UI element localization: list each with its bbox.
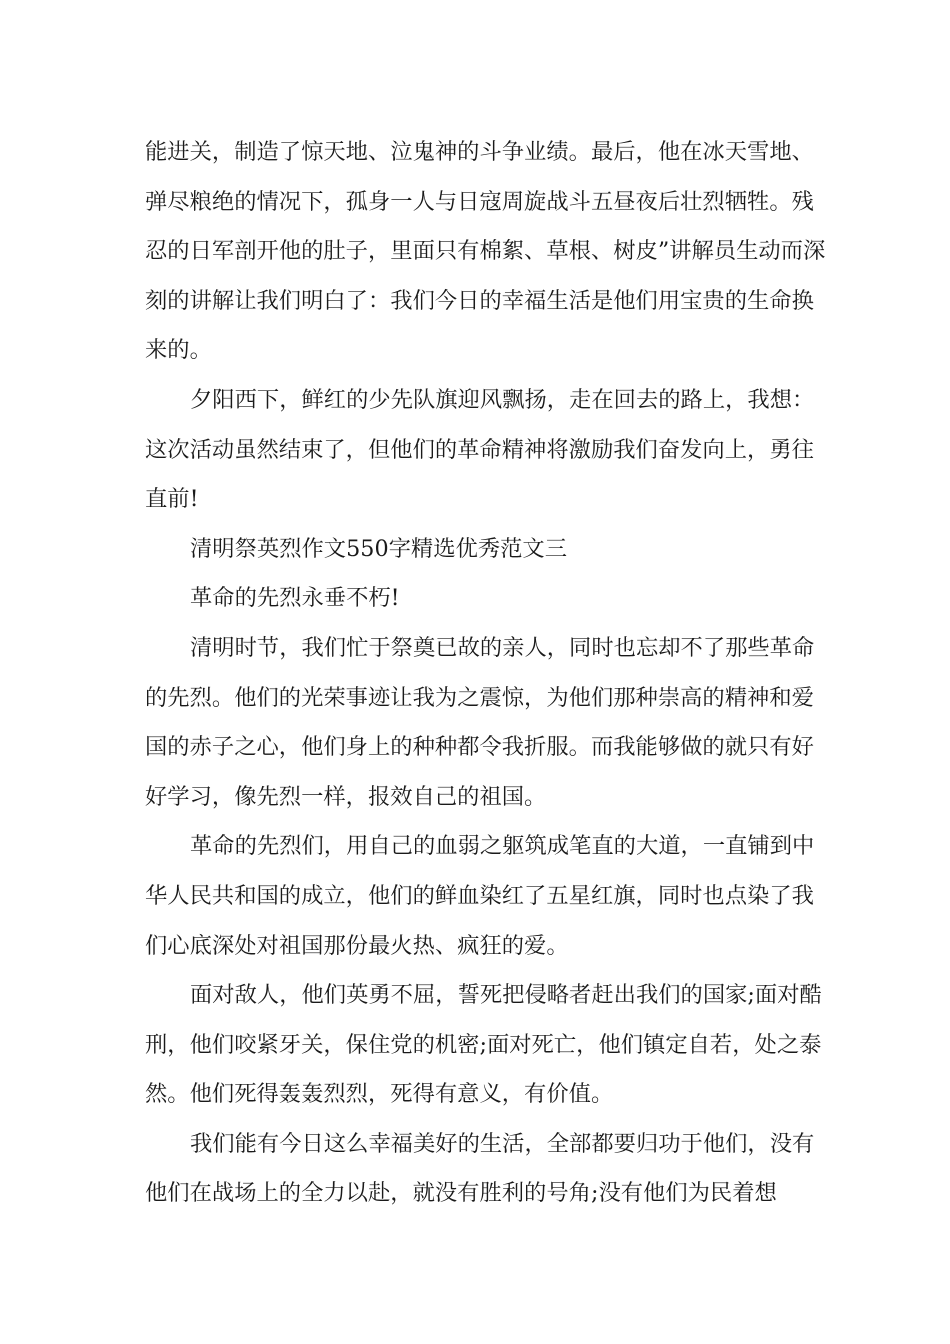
paragraph-sunset: 夕阳西下，鲜红的少先队旗迎风飘扬，走在回去的路上，我想：这次活动虽然结束了，但他们的革命精神将激励我们奋发向上，勇往直前!	[145, 386, 815, 513]
paragraph-facing-enemy: 面对敌人，他们英勇不屈，誓死把侵略者赶出我们的国家;面对酷刑，他们咬紧牙关，保住党的机密;面对死亡，他们镇定自若，处之泰然。他们死得轰轰烈烈，死得有意义，有价值。	[145, 982, 822, 1108]
paragraph-happy-life: 我们能有今日这么幸福美好的生活，全部都要归功于他们，没有他们在战场上的全力以赴，就没有胜利的号角;没有他们为民着想	[145, 1130, 815, 1207]
paragraph-qingming: 清明时节，我们忙于祭奠已故的亲人，同时也忘却不了那些革命的先烈。他们的光荣事迹让我为之震惊，为他们那种崇高的精神和爱国的赤子之心，他们身上的种种都令我折服。而我能够做的就只有好好学习，像先烈一样，报效自己的祖国。	[145, 634, 815, 810]
essay-title: 革命的先烈永垂不朽!	[190, 585, 400, 612]
paragraph-continued: 能进关，制造了惊天地、泣鬼神的斗争业绩。最后，他在冰天雪地、弹尽粮绝的情况下，孤身一人与日寇周旋战斗五昼夜后壮烈牺牲。残忍的日军剖开他的肚子，里面只有棉絮、草根、树皮”讲解员生动而深刻的讲解让我们明白了：我们今日的幸福生活是他们用宝贵的生命换来的。	[145, 139, 826, 364]
essay-heading: 清明祭英烈作文550字精选优秀范文三	[190, 535, 568, 562]
document-body	[145, 128, 835, 1219]
paragraph-martyrs: 革命的先烈们，用自己的血弱之躯筑成笔直的大道，一直铺到中华人民共和国的成立，他们的鲜血染红了五星红旗，同时也点染了我们心底深处对祖国那份最火热、疯狂的爱。	[145, 833, 815, 959]
